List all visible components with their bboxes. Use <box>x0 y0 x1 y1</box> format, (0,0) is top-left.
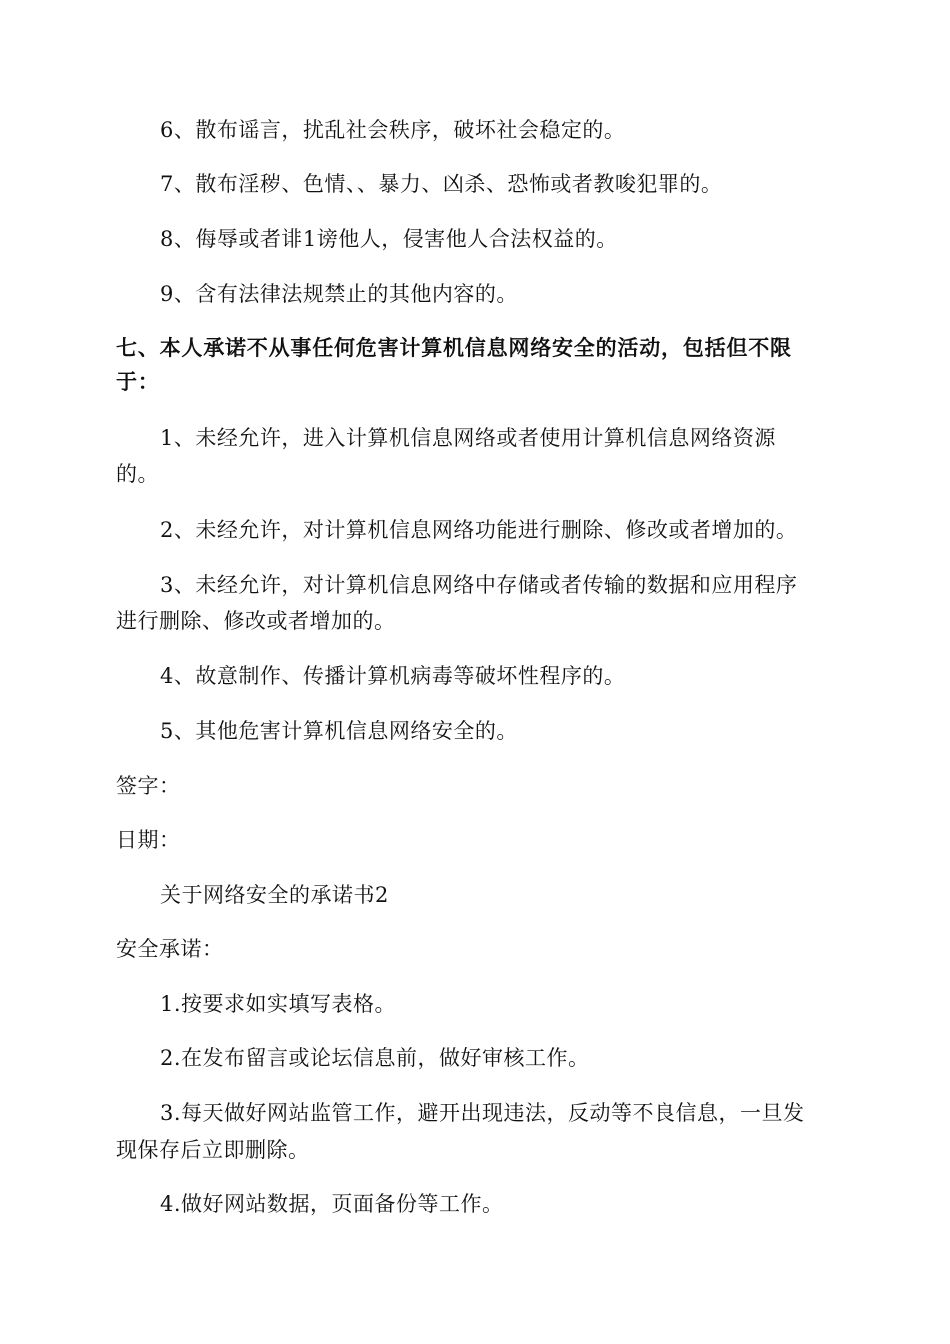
section-heading-7-cont: 于： <box>116 370 160 394</box>
commitment-item-3: 3.每天做好网站监管工作，避开出现违法，反动等不良信息，一旦发 <box>160 1101 805 1125</box>
list-item-8: 8、侮辱或者诽1谤他人，侵害他人合法权益的。 <box>160 227 618 251</box>
list-item-7: 7、散布淫秽、色情、、暴力、凶杀、恐怖或者教唆犯罪的。 <box>160 172 723 196</box>
list-item-9: 9、含有法律法规禁止的其他内容的。 <box>160 282 518 306</box>
commitment-item-1: 1.按要求如实填写表格。 <box>160 992 397 1016</box>
document-title-2: 关于网络安全的承诺书2 <box>160 883 389 907</box>
commitment-item-3-cont: 现保存后立即删除。 <box>116 1138 310 1162</box>
safety-commitment-label: 安全承诺： <box>116 937 224 961</box>
section-heading-7: 七、本人承诺不从事任何危害计算机信息网络安全的活动，包括但不限 <box>116 336 792 360</box>
signature-label: 签字： <box>116 774 181 798</box>
list-item-1: 1、未经允许，进入计算机信息网络或者使用计算机信息网络资源 <box>160 426 776 450</box>
commitment-item-4: 4.做好网站数据，页面备份等工作。 <box>160 1192 504 1216</box>
list-item-5: 5、其他危害计算机信息网络安全的。 <box>160 719 518 743</box>
list-item-3: 3、未经允许，对计算机信息网络中存储或者传输的数据和应用程序 <box>160 573 798 597</box>
commitment-item-2: 2.在发布留言或论坛信息前，做好审核工作。 <box>160 1046 590 1070</box>
date-label: 日期： <box>116 828 181 852</box>
list-item-1-cont: 的。 <box>116 462 159 486</box>
list-item-3-cont: 进行删除、修改或者增加的。 <box>116 609 396 633</box>
list-item-4: 4、故意制作、传播计算机病毒等破坏性程序的。 <box>160 664 626 688</box>
list-item-6: 6、散布谣言，扰乱社会秩序，破坏社会稳定的。 <box>160 118 626 142</box>
list-item-2: 2、未经允许，对计算机信息网络功能进行删除、修改或者增加的。 <box>160 518 798 542</box>
